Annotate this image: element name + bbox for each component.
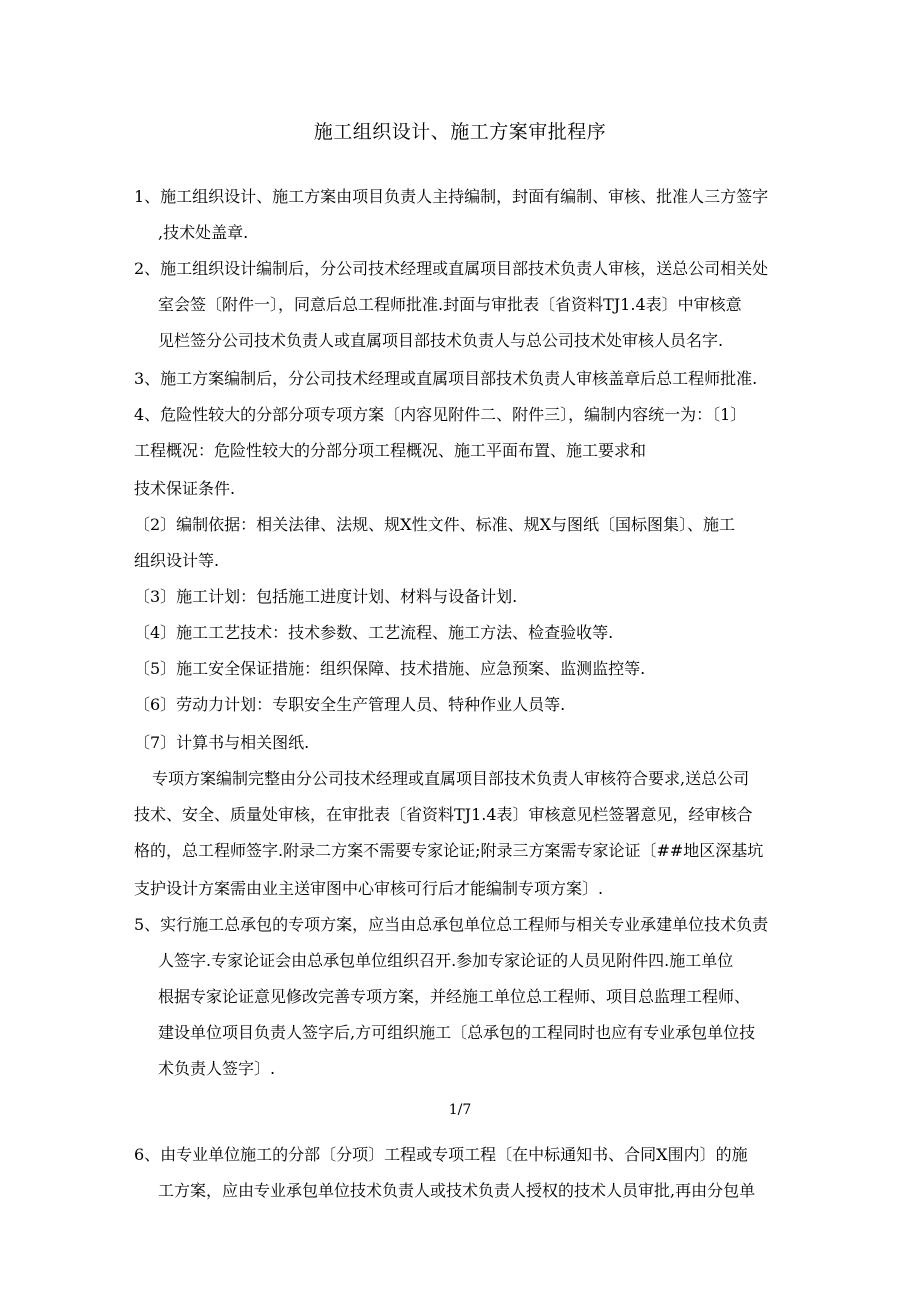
paragraph-line: 工方案，应由专业承包单位技术负责人或技术负责人授权的技术人员审批,再由分包单 bbox=[158, 1181, 756, 1200]
paragraph-line: 〔3〕施工计划：包括施工进度计划、材料与设备计划. bbox=[134, 587, 518, 606]
paragraph-line: 1、施工组织设计、施工方案由项目负责人主持编制，封面有编制、审核、批准人三方签字 bbox=[134, 187, 769, 206]
paragraph-line: 〔7〕计算书与相关图纸. bbox=[134, 733, 310, 752]
paragraph-line: 技术保证条件. bbox=[134, 479, 236, 498]
paragraph-line: 建设单位项目负责人签字后,方可组织施工〔总承包的工程同时也应有专业承包单位技 bbox=[158, 1023, 756, 1042]
paragraph-line: 3、施工方案编制后，分公司技术经理或直属项目部技术负责人审核盖章后总工程师批准. bbox=[134, 369, 758, 388]
paragraph-line: 术负责人签字〕. bbox=[158, 1059, 276, 1078]
paragraph-line: 2、施工组织设计编制后，分公司技术经理或直属项目部技术负责人审核，送总公司相关处 bbox=[134, 259, 769, 278]
paragraph-line: 工程概况：危险性较大的分部分项工程概况、施工平面布置、施工要求和 bbox=[134, 441, 647, 460]
paragraph-line: 6、由专业单位施工的分部〔分项〕工程或专项工程〔在中标通知书、合同X围内〕的施 bbox=[134, 1145, 748, 1164]
paragraph-line: 室会签〔附件一〕，同意后总工程师批准.封面与审批表〔省资料TJ1.4表〕中审核意 bbox=[158, 295, 742, 314]
paragraph-line: 〔4〕施工工艺技术：技术参数、工艺流程、施工方法、检查验收等. bbox=[134, 623, 614, 642]
paragraph-line: ,技术处盖章. bbox=[158, 223, 249, 242]
page-number: 1/7 bbox=[448, 1102, 472, 1118]
paragraph-line: 格的，总工程师签字.附录二方案不需要专家论证;附录三方案需专家论证〔##地区深基坑 bbox=[134, 841, 764, 860]
paragraph-line: 专项方案编制完整由分公司技术经理或直属项目部技术负责人审核符合要求,送总公司 bbox=[152, 769, 750, 788]
paragraph-line: 根据专家论证意见修改完善专项方案，并经施工单位总工程师、项目总监理工程师、 bbox=[158, 987, 751, 1006]
paragraph-line: 组织设计等. bbox=[134, 551, 220, 570]
paragraph-line: 4、危险性较大的分部分项专项方案〔内容见附件二、附件三〕，编制内容统一为：〔1〕 bbox=[134, 405, 747, 424]
paragraph-line: 5、实行施工总承包的专项方案，应当由总承包单位总工程师与相关专业承建单位技术负责 bbox=[134, 915, 769, 934]
paragraph-line: 技术、安全、质量处审核，在审批表〔省资料TJ1.4表〕审核意见栏签署意见，经审核合 bbox=[134, 805, 753, 824]
paragraph-line: 〔5〕施工安全保证措施：组织保障、技术措施、应急预案、监测监控等. bbox=[134, 659, 646, 678]
paragraph-line: 人签字.专家论证会由总承包单位组织召开.参加专家论证的人员见附件四.施工单位 bbox=[158, 951, 734, 970]
paragraph-line: 〔6〕劳动力计划：专职安全生产管理人员、特种作业人员等. bbox=[134, 695, 566, 714]
document-title: 施工组织设计、施工方案审批程序 bbox=[313, 121, 607, 143]
paragraph-line: 支护设计方案需由业主送审图中心审核可行后才能编制专项方案〕. bbox=[134, 879, 604, 898]
paragraph-line: 见栏签分公司技术负责人或直属项目部技术负责人与总公司技术处审核人员名字. bbox=[158, 331, 724, 350]
paragraph-line: 〔2〕编制依据：相关法律、法规、规X性文件、标准、规X与图纸〔国标图集〕、施工 bbox=[134, 515, 735, 534]
